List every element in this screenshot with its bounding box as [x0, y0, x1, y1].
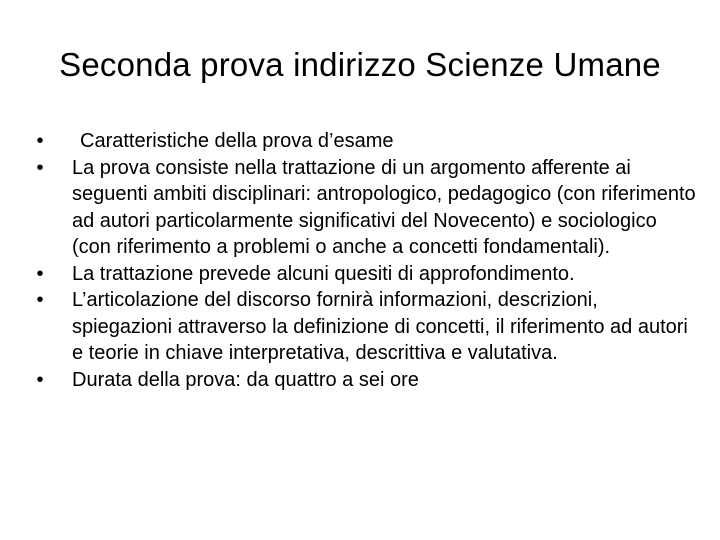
- bullet-text: La trattazione prevede alcuni quesiti di approfondimento.: [72, 262, 575, 285]
- bullet-text: La prova consiste nella trattazione di un argomento afferente ai seguenti ambiti disciplinari: antropologico, pedagogico (con riferimento ad autori particolarmente significativi del Novecento) e sociologico (con riferimento a problemi o anche a concetti fondamentali).: [72, 156, 696, 258]
- bullet-item: [30, 155, 698, 261]
- bullet-item: [30, 261, 698, 288]
- bullet-item: [30, 287, 698, 367]
- bullet-text: L’articolazione del discorso fornirà informazioni, descrizioni, spiegazioni attraverso la definizione di concetti, il riferimento ad autori e teorie in chiave interpretativa, descrittiva e valutativa.: [72, 289, 688, 364]
- bullet-dot-icon: •: [36, 289, 44, 311]
- bullet-text: Durata della prova: da quattro a sei ore: [72, 368, 419, 391]
- bullet-dot-icon: •: [36, 262, 44, 285]
- bullet-list: [30, 128, 698, 393]
- bullet-item: [30, 128, 698, 155]
- bullet-dot-icon: •: [36, 130, 44, 152]
- bullet-dot-icon: •: [36, 368, 44, 391]
- bullet-dot-icon: •: [36, 156, 44, 179]
- bullet-item: [30, 367, 698, 394]
- slide-title: Seconda prova indirizzo Scienze Umane: [59, 46, 661, 83]
- bullet-text: Caratteristiche della prova d’esame: [80, 130, 394, 152]
